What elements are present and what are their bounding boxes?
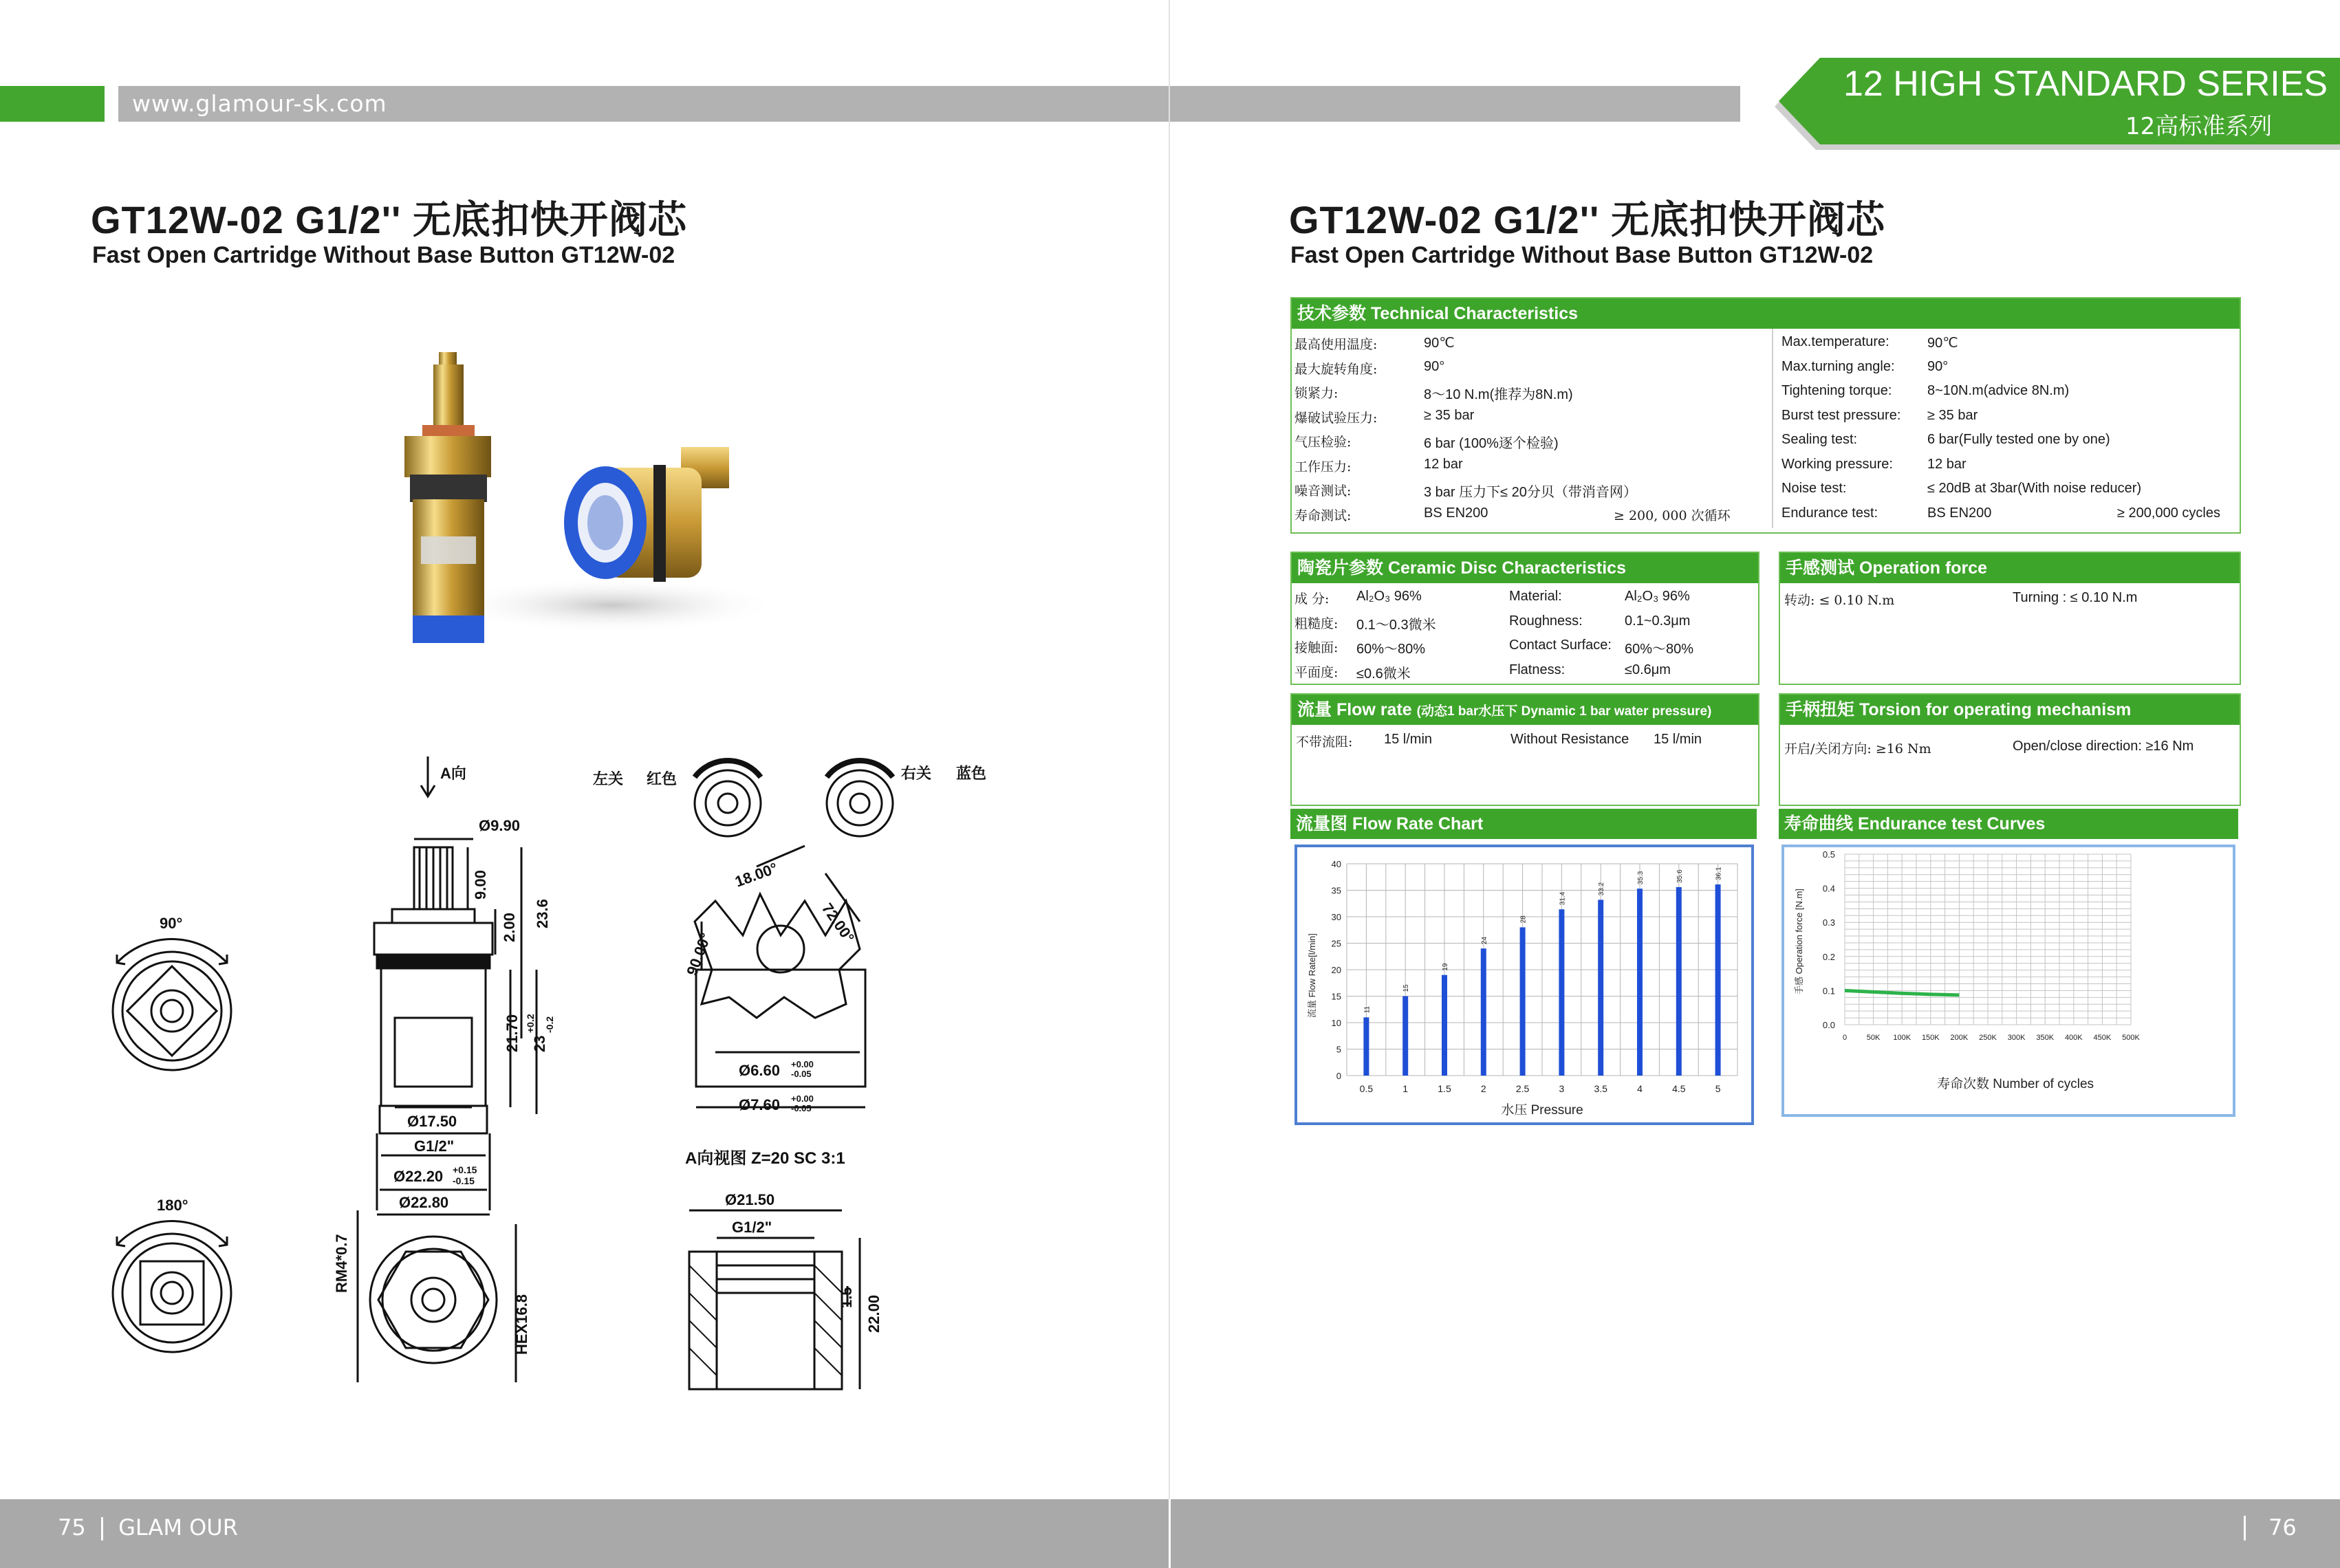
- flow-ytick-label: 35: [1331, 885, 1341, 896]
- ceramic-en-value: Al₂O₃ 96%: [1625, 589, 1690, 604]
- dim-6-60: Ø6.60: [739, 1062, 780, 1079]
- tech-cn-value: BS EN200: [1424, 505, 1488, 521]
- flow-xtick-label: 2.5: [1515, 1083, 1530, 1094]
- tech-en-value: ≥ 35 bar: [1927, 407, 1978, 423]
- dim-23-6: 23.6: [534, 899, 551, 928]
- flow-bar: [1598, 900, 1603, 1076]
- tech-cn-key: 工作压力:: [1294, 459, 1352, 475]
- operation-header: 手感测试 Operation force: [1780, 553, 2240, 583]
- flow-y-axis-title: 流量 Flow Rate[l/min]: [1307, 933, 1317, 1018]
- ceramic-cn-value: Al₂O₃ 96%: [1356, 589, 1422, 604]
- flow-bar: [1402, 997, 1408, 1076]
- dim-6-60-down: -0.05: [791, 1069, 812, 1079]
- tech-en-value: 90℃: [1927, 336, 1958, 351]
- flow-ytick-label: 10: [1331, 1018, 1341, 1028]
- flow-xtick-label: 1: [1402, 1083, 1409, 1094]
- endurance-xtick-label: 250K: [1979, 1034, 1997, 1042]
- flow-header-main: 流量 Flow rate: [1297, 700, 1412, 719]
- endurance-xtick-label: 150K: [1921, 1034, 1940, 1042]
- flow-bar: [1559, 909, 1564, 1076]
- ceramic-cn-value: 0.1～0.3微米: [1356, 617, 1436, 633]
- footer-divider: [1169, 1499, 1171, 1568]
- ceramic-en-key: Roughness:: [1509, 613, 1583, 629]
- flow-ytick-label: 5: [1336, 1044, 1341, 1055]
- tech-cn-extra: ≥ 200, 000 次循环: [1614, 508, 1731, 523]
- operation-en: Turning : ≤ 0.10 N.m: [2013, 590, 2138, 605]
- flow-header-sub: (动态1 bar水压下 Dynamic 1 bar water pressure): [1416, 704, 1712, 719]
- dim-23: 23: [531, 1035, 548, 1052]
- flow-ytick-label: 20: [1331, 965, 1341, 975]
- tech-cn-value: 90℃: [1424, 336, 1455, 351]
- page-spine: [1169, 0, 1170, 1499]
- label-a-direction: A向: [440, 765, 466, 782]
- flow-bar-label: 31.4: [1559, 891, 1567, 906]
- series-title-cn: 12高标准系列: [2125, 113, 2273, 140]
- tech-cn-key: 爆破试验压力:: [1294, 410, 1378, 426]
- tech-en-value: 8~10N.m(advice 8N.m): [1927, 383, 2070, 398]
- flow-xtick-label: 4.5: [1672, 1083, 1686, 1094]
- operation-panel: [1779, 552, 2241, 685]
- flow-xtick-label: 4: [1637, 1083, 1643, 1094]
- tech-cn-value: 3 bar 压力下≤ 20分贝（带消音网）: [1424, 485, 1637, 500]
- dim-22-80: Ø22.80: [399, 1194, 449, 1211]
- dim-17-50: Ø17.50: [407, 1113, 457, 1130]
- ceramic-cn-key: 接触面:: [1294, 640, 1339, 655]
- label-blue: 蓝色: [956, 765, 987, 782]
- endurance-x-axis-title: 寿命次数 Number of cycles: [1936, 1077, 2094, 1091]
- label-hex: HEX16.8: [513, 1294, 530, 1355]
- flow-bar-label: 36.1: [1715, 867, 1723, 881]
- dim-6-60-up: +0.00: [791, 1059, 814, 1069]
- tech-en-key: Endurance test:: [1781, 505, 1878, 521]
- endurance-xtick-label: 350K: [2036, 1034, 2055, 1042]
- flow-xtick-label: 2: [1480, 1083, 1486, 1094]
- endurance-xtick-label: 50K: [1866, 1034, 1881, 1042]
- endurance-xtick-label: 400K: [2064, 1034, 2083, 1042]
- tech-characteristics-panel: [1290, 297, 2241, 534]
- flow-bar: [1442, 975, 1447, 1076]
- label-g12: G1/2": [414, 1137, 455, 1155]
- label-angle-90: 90°: [160, 915, 183, 932]
- flow-bar-label: 35.3: [1637, 871, 1645, 885]
- flow-bar-label: 28: [1519, 915, 1528, 924]
- endurance-xtick-label: 0: [1842, 1034, 1848, 1042]
- flow-bar: [1676, 887, 1682, 1076]
- tech-en-value: 90°: [1927, 358, 1949, 374]
- tech-cn-value: 6 bar (100%逐个检验): [1424, 436, 1559, 451]
- tech-en-value: BS EN200: [1927, 505, 1992, 521]
- flow-cn-value: 15 l/min: [1384, 732, 1433, 747]
- endurance-ytick-label: 0.1: [1822, 986, 1835, 997]
- product-photo: [385, 344, 825, 674]
- dim-22-20-tol-down: -0.15: [453, 1175, 475, 1186]
- label-g12b: G1/2": [732, 1219, 772, 1236]
- endurance-xtick-label: 500K: [2122, 1034, 2140, 1042]
- dim-21-50: Ø21.50: [725, 1191, 775, 1208]
- flow-ytick-label: 0: [1336, 1071, 1341, 1081]
- flow-en-value: 15 l/min: [1654, 732, 1702, 747]
- flow-panel: [1290, 693, 1759, 806]
- dim-22-20: Ø22.20: [393, 1168, 444, 1185]
- flow-chart-header-bar: [1290, 809, 1757, 839]
- tech-en-key: Sealing test:: [1781, 432, 1858, 447]
- endurance-ytick-label: 0.0: [1822, 1020, 1835, 1030]
- flow-xtick-label: 3: [1559, 1083, 1565, 1094]
- tech-en-key: Noise test:: [1781, 481, 1847, 496]
- flow-en-key: Without Resistance: [1510, 732, 1629, 747]
- flow-xtick-label: 5: [1715, 1083, 1721, 1094]
- flow-header: [1292, 695, 1758, 725]
- ceramic-panel: [1290, 552, 1759, 685]
- tech-cn-value: 8～10 N.m(推荐为8N.m): [1424, 387, 1573, 402]
- dim-21-70: 21.70: [503, 1014, 521, 1052]
- website-url[interactable]: www.glamour-sk.com: [132, 90, 387, 117]
- ceramic-cn-value: 60%～80%: [1356, 642, 1426, 657]
- tech-cn-key: 寿命测试:: [1294, 508, 1352, 523]
- flow-chart-header: 流量图 Flow Rate Chart: [1290, 809, 1757, 839]
- tech-cn-value: 12 bar: [1424, 456, 1463, 472]
- tech-en-key: Burst test pressure:: [1781, 407, 1901, 423]
- dim-7-60-down: -0.05: [791, 1103, 812, 1113]
- endurance-y-axis-title: 手感 Operation force [N.m]: [1794, 889, 1804, 994]
- dim-22-00: 22.00: [865, 1294, 882, 1333]
- endurance-xtick-label: 300K: [2007, 1034, 2026, 1042]
- dim-9-90: Ø9.90: [479, 817, 520, 834]
- tech-cn-key: 锁紧力:: [1294, 386, 1339, 401]
- tech-en-key: Max.turning angle:: [1781, 358, 1895, 374]
- tech-divider: [1772, 329, 1773, 528]
- dim-1-5: 1.5: [838, 1287, 855, 1308]
- right-page-subtitle: Fast Open Cartridge Without Base Button GT12W-02: [1290, 242, 1874, 268]
- flow-bar: [1715, 884, 1721, 1076]
- endurance-chart-frame: [1783, 846, 2234, 1115]
- tech-en-key: Max.temperature:: [1781, 334, 1889, 349]
- torsion-cn: 开启/关闭方向: ≥16 Nm: [1784, 741, 1931, 756]
- flow-bar-label: 35.6: [1676, 869, 1684, 883]
- tech-en-extra: ≥ 200,000 cycles: [2117, 505, 2220, 521]
- endurance-ytick-label: 0.4: [1822, 883, 1835, 894]
- flow-bar-label: 33.2: [1598, 882, 1606, 896]
- ceramic-en-key: Material:: [1509, 589, 1562, 604]
- dim-7-60-up: +0.00: [791, 1093, 814, 1104]
- flow-x-axis-title: 水压 Pressure: [1501, 1103, 1583, 1118]
- label-right-close: 右关: [901, 765, 932, 782]
- endurance-xtick-label: 100K: [1893, 1034, 1911, 1042]
- dim-2-00: 2.00: [501, 913, 518, 942]
- tech-cn-key: 最高使用温度:: [1294, 337, 1378, 352]
- flow-ytick-label: 25: [1331, 938, 1341, 949]
- flow-ytick-label: 30: [1331, 912, 1341, 922]
- flow-xtick-label: 1.5: [1438, 1083, 1451, 1094]
- ceramic-cn-key: 平面度:: [1294, 664, 1339, 680]
- tech-cn-value: 90°: [1424, 358, 1445, 374]
- tech-en-value: 12 bar: [1927, 456, 1967, 472]
- flow-cn-key: 不带流阻:: [1296, 734, 1353, 750]
- tech-cn-key: 最大旋转角度:: [1294, 361, 1378, 377]
- footer-left-separator: [101, 1517, 103, 1540]
- label-rm: RM4*0.7: [333, 1234, 350, 1293]
- flow-ytick-label: 40: [1331, 859, 1341, 869]
- dim-9-00: 9.00: [472, 870, 489, 900]
- angle-90b: 90.00°: [683, 930, 715, 978]
- label-a-view: A向视图 Z=20 SC 3:1: [685, 1149, 845, 1168]
- endurance-header-bar: [1779, 809, 2238, 839]
- header-accent-bar: [0, 86, 105, 122]
- endurance-chart: [1781, 845, 2235, 1117]
- tech-cn-value: ≥ 35 bar: [1424, 407, 1475, 423]
- flow-bar-label: 19: [1442, 963, 1449, 971]
- right-page-number: 76: [2268, 1514, 2297, 1540]
- flow-xtick-label: 0.5: [1359, 1083, 1374, 1094]
- flow-rate-chart: [1294, 845, 1754, 1125]
- label-angle-180: 180°: [157, 1197, 188, 1214]
- tech-cn-key: 噪音测试:: [1294, 483, 1352, 499]
- dim-7-60: Ø7.60: [739, 1096, 780, 1113]
- right-page-title: GT12W-02 G1/2'' 无底扣快开阀芯: [1289, 198, 1885, 241]
- tech-en-key: Tightening torque:: [1781, 383, 1892, 398]
- tech-en-value: 6 bar(Fully tested one by one): [1927, 432, 2110, 447]
- label-red: 红色: [647, 770, 678, 787]
- tech-en-value: ≤ 20dB at 3bar(With noise reducer): [1927, 481, 2142, 496]
- torsion-header: 手柄扭矩 Torsion for operating mechanism: [1780, 695, 2240, 725]
- footer-left: [58, 1514, 238, 1540]
- tech-cn-key: 气压检验:: [1294, 435, 1352, 450]
- flow-bar-label: 11: [1363, 1005, 1372, 1014]
- dim-22-20-tol-up: +0.15: [453, 1164, 477, 1175]
- angle-18: 18.00°: [733, 859, 780, 891]
- torsion-panel: [1779, 693, 2241, 806]
- endurance-ytick-label: 0.3: [1822, 917, 1835, 928]
- flow-bar: [1363, 1017, 1369, 1076]
- endurance-ytick-label: 0.5: [1822, 849, 1835, 860]
- flow-xtick-label: 3.5: [1594, 1083, 1607, 1094]
- dim-23-tol-down: -0.2: [544, 1016, 555, 1033]
- flow-ytick-label: 15: [1331, 991, 1341, 1002]
- ceramic-cn-key: 成 分:: [1294, 591, 1330, 607]
- operation-cn: 转动: ≤ 0.10 N.m: [1784, 593, 1895, 608]
- technical-drawing: [96, 743, 1046, 1410]
- flow-bar-label: 24: [1480, 937, 1488, 945]
- footer-brand: GLAM OUR: [118, 1514, 238, 1540]
- endurance-xtick-label: 450K: [2093, 1034, 2112, 1042]
- endurance-ytick-label: 0.2: [1822, 951, 1835, 962]
- ceramic-header: 陶瓷片参数 Ceramic Disc Characteristics: [1292, 553, 1758, 583]
- dim-23-tol-up: +0.2: [525, 1014, 536, 1033]
- footer-right-separator: [2244, 1516, 2246, 1540]
- tech-en-key: Working pressure:: [1781, 456, 1893, 472]
- angle-72: 72.00°: [818, 900, 858, 946]
- ceramic-en-key: Flatness:: [1509, 662, 1566, 677]
- left-page-subtitle: Fast Open Cartridge Without Base Button GT12W-02: [92, 242, 675, 268]
- left-page-title: GT12W-02 G1/2'' 无底扣快开阀芯: [91, 198, 687, 241]
- flow-bar: [1481, 948, 1486, 1076]
- ceramic-en-value: 60%～80%: [1625, 642, 1694, 657]
- ceramic-en-value: 0.1~0.3μm: [1625, 613, 1691, 629]
- endurance-xtick-label: 200K: [1950, 1034, 1969, 1042]
- endurance-header: 寿命曲线 Endurance test Curves: [1779, 809, 2238, 839]
- ceramic-en-key: Contact Surface:: [1509, 638, 1612, 653]
- series-title-en: 12 HIGH STANDARD SERIES: [1843, 64, 2328, 104]
- ceramic-cn-key: 粗糙度:: [1294, 616, 1339, 631]
- flow-bar-label: 15: [1402, 984, 1411, 992]
- ceramic-cn-value: ≤0.6微米: [1356, 666, 1411, 682]
- torsion-en: Open/close direction: ≥16 Nm: [2013, 739, 2194, 754]
- tech-header: 技术参数 Technical Characteristics: [1292, 298, 2240, 329]
- left-page-number: 75: [58, 1514, 86, 1540]
- flow-bar: [1520, 927, 1526, 1076]
- flow-bar: [1637, 889, 1643, 1076]
- label-left-close: 左关: [593, 770, 624, 787]
- ceramic-en-value: ≤0.6μm: [1625, 662, 1671, 677]
